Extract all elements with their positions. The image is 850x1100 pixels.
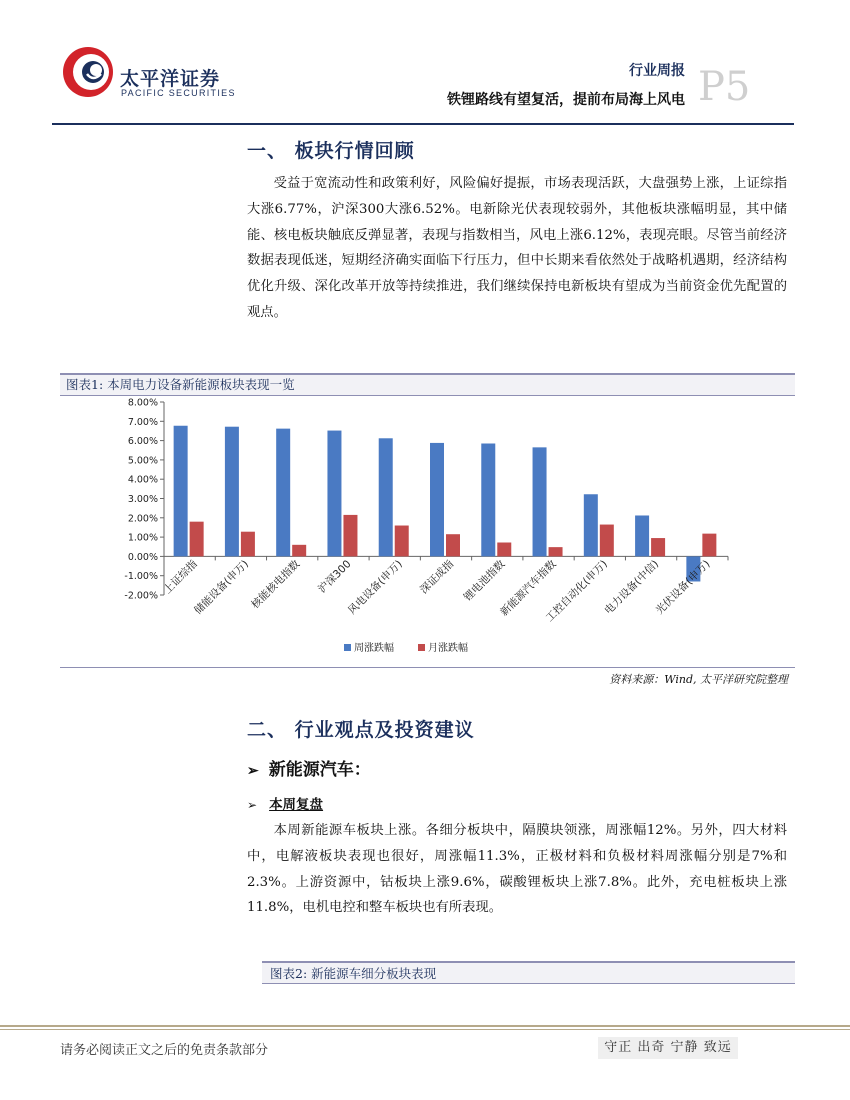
bar-weekly xyxy=(533,447,547,556)
bar-monthly xyxy=(446,534,460,556)
x-category-label: 核能核电指数 xyxy=(249,558,303,612)
y-tick-label: 1.00% xyxy=(127,532,158,544)
report-subtitle: 铁锂路线有望复活，提前布局海上风电 xyxy=(447,92,685,108)
bar-weekly xyxy=(379,438,393,556)
section2-heading: 二、 行业观点及投资建议 xyxy=(247,719,475,741)
y-tick-label: -1.00% xyxy=(124,571,158,583)
legend-label: 月涨跌幅 xyxy=(428,643,468,654)
header-divider xyxy=(52,123,794,125)
bar-weekly xyxy=(225,427,239,557)
footer-motto: 守正 出奇 宁静 致远 xyxy=(598,1037,738,1059)
arrow-bullet-icon: ➢ xyxy=(247,763,259,779)
section1-paragraph: 受益于宽流动性和政策利好，风险偏好提振，市场表现活跃，大盘强势上涨，上证综指大涨6.77%，沪深300大涨6.52%。电新除光伏表现较弱外，其他板块涨幅明显，其中储能、核电板块触底反弹显著，表现与指数相当，风电上涨6.12%，表现亮眼。尽管当前经济数据表现低迷，短期经济确实面临下行压力，但中长期来看依然处于战略机遇期，经济结构优化升级、深化改革开放等持续推进，我们继续保持电新板块有望成为当前资金优先配置的观点。 xyxy=(247,176,787,320)
section2-paragraph: 本周新能源车板块上涨。各细分板块中，隔膜块领涨，周涨幅12%。另外，四大材料中，电解液板块表现也很好，周涨幅11.3%，正极材料和负极材料周涨幅分别是7%和2.3%。上游资源中，钴板块上涨9.6%，碳酸锂板块上涨7.8%。此外，充电桩板块上涨11.8%，电机电控和整车板块也有所表现。 xyxy=(247,823,787,916)
bar-monthly xyxy=(600,525,614,557)
figure1-title: 图表1: 本周电力设备新能源板块表现一览 xyxy=(66,377,295,392)
logo-text-en: PACIFIC SECURITIES xyxy=(121,88,236,98)
x-category-label: 上证综指 xyxy=(161,558,200,597)
x-category-label: 电力设备(中信) xyxy=(602,558,662,617)
figure1-bottom-rule xyxy=(60,667,795,668)
y-tick-label: -2.00% xyxy=(124,590,158,602)
y-tick-label: 6.00% xyxy=(127,436,158,448)
figure2-title: 图表2: 新能源车细分板块表现 xyxy=(270,966,437,981)
footer-rule-thin xyxy=(0,1029,850,1030)
section2-subsub-row xyxy=(247,793,323,813)
bar-monthly xyxy=(702,534,716,557)
figure1-chart xyxy=(60,393,795,667)
bar-monthly xyxy=(549,547,563,556)
x-category-label: 储能设备(申万) xyxy=(192,558,252,617)
y-tick-label: 0.00% xyxy=(127,551,158,563)
y-tick-label: 3.00% xyxy=(127,494,158,505)
section2-subheading-row xyxy=(247,755,371,780)
bar-weekly xyxy=(481,443,495,556)
x-category-label: 工控自动化(申万) xyxy=(543,558,610,625)
figure1-source: 资料来源：Wind, 太平洋研究院整理 xyxy=(609,673,788,686)
bar-monthly xyxy=(651,538,665,556)
bar-weekly xyxy=(327,431,341,557)
bar-monthly xyxy=(292,545,306,557)
bar-monthly xyxy=(497,543,511,557)
legend-swatch xyxy=(344,644,351,651)
x-category-label: 沪深300 xyxy=(316,558,354,596)
section2-subsub-heading: 本周复盘 xyxy=(269,797,324,813)
y-tick-label: 8.00% xyxy=(127,397,158,409)
section1-heading: 一、 板块行情回顾 xyxy=(247,140,415,162)
bar-weekly xyxy=(174,426,188,557)
page-number: P5 xyxy=(698,64,751,110)
legend-swatch xyxy=(418,644,425,651)
bar-monthly xyxy=(395,526,409,557)
logo-text-cn: 太平洋证券 xyxy=(120,68,221,90)
arrow-bullet-icon: ➢ xyxy=(247,798,258,812)
bar-weekly xyxy=(430,443,444,556)
bar-weekly xyxy=(584,494,598,556)
y-tick-label: 7.00% xyxy=(127,416,158,428)
logo-mark-icon xyxy=(60,44,120,100)
y-tick-label: 4.00% xyxy=(127,474,158,486)
section2-subheading: 新能源汽车： xyxy=(268,760,371,780)
x-category-label: 深证成指 xyxy=(417,558,457,597)
footer-rule xyxy=(0,1025,850,1027)
bar-monthly xyxy=(241,532,255,557)
bar-weekly xyxy=(276,429,290,557)
bar-monthly xyxy=(190,522,204,557)
footer-disclaimer: 请务必阅读正文之后的免责条款部分 xyxy=(60,1043,269,1058)
bar-monthly xyxy=(343,515,357,556)
bar-weekly xyxy=(635,515,649,556)
legend-label: 周涨跌幅 xyxy=(354,643,394,654)
x-category-label: 新能源汽车指数 xyxy=(498,558,559,619)
x-category-label: 光伏设备(申万) xyxy=(653,558,713,617)
x-category-label: 风电设备(申万) xyxy=(346,558,405,617)
y-tick-label: 5.00% xyxy=(127,455,158,467)
report-type: 行业周报 xyxy=(629,63,685,79)
y-tick-label: 2.00% xyxy=(127,513,158,525)
x-category-label: 锂电池指数 xyxy=(461,558,508,604)
